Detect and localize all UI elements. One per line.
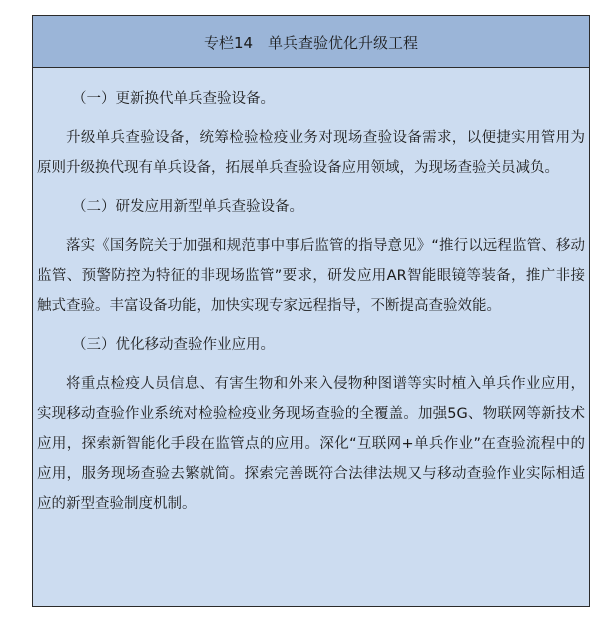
section-3-paragraph: 将重点检疫人员信息、有害生物和外来入侵物种图谱等实时植入单兵作业应用，实现移动查验作业系统对检验检疫业务现场查验的全覆盖。加强5G、物联网等新技术应用，探索新智能化手段在监管点的应用。深化“互联网+单兵作业”在查验流程中的应用，服务现场查验去繁就简。探索完善既符合法律法规又与移动查验作业实际相适应的新型查验制度机制。 <box>37 376 585 512</box>
section-2-paragraph: 落实《国务院关于加强和规范事中事后监管的指导意见》“推行以远程监管、移动监管、预警防控为特征的非现场监管”要求，研发应用AR智能眼镜等装备，推广非接触式查验。丰富设备功能，加快实现专家远程指导，不断提高查验效能。 <box>37 238 585 314</box>
section-1-heading: （一）更新换代单兵查验设备。 <box>72 91 275 107</box>
column-title: 专栏14 单兵查验优化升级工程 <box>33 16 589 68</box>
column-body <box>33 68 589 519</box>
section-3-heading: （三）优化移动查验作业应用。 <box>72 337 275 353</box>
section-1-paragraph: 升级单兵查验设备，统筹检验检疫业务对现场查验设备需求，以便捷实用管用为原则升级换代现有单兵设备，拓展单兵查验设备应用领域，为现场查验关员减负。 <box>37 130 585 176</box>
section-2-heading: （二）研发应用新型单兵查验设备。 <box>72 199 304 215</box>
column-box <box>32 15 590 607</box>
